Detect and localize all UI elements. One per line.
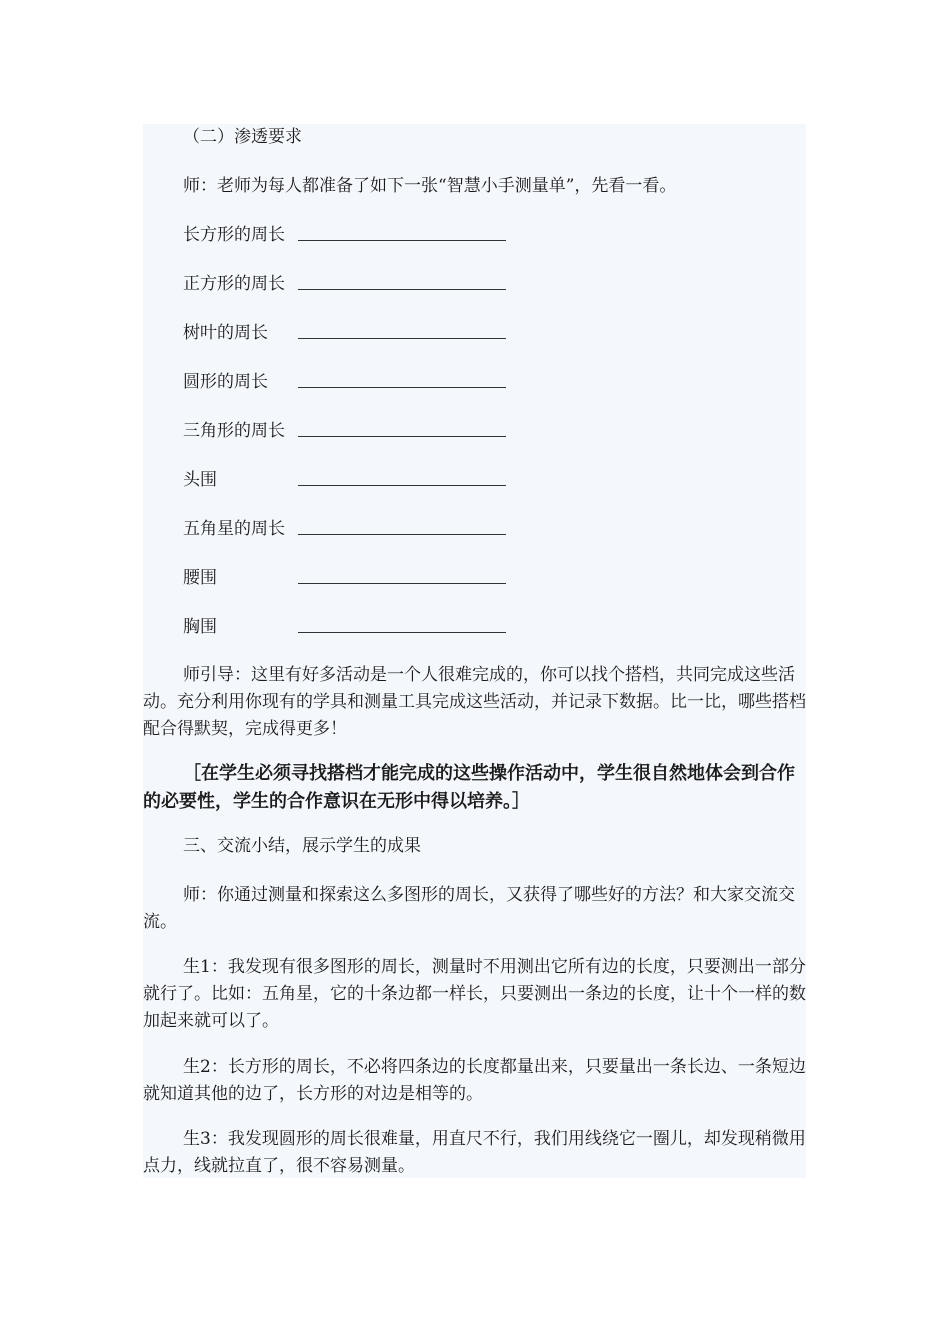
- measure-label: 胸围: [183, 617, 217, 637]
- measure-label: 树叶的周长: [183, 323, 268, 343]
- part3-title: 三、交流小结，展示学生的成果: [183, 836, 421, 856]
- answer-blank: [298, 485, 506, 486]
- document-content: [143, 124, 806, 1178]
- measure-label: 长方形的周长: [183, 225, 285, 245]
- answer-blank: [298, 338, 506, 339]
- answer-blank: [298, 632, 506, 633]
- student1-answer: 生1：我发现有很多图形的周长，测量时不用测出它所有边的长度，只要测出一部分就行了。比如：五角星，它的十条边都一样长，只要测出一条边的长度，让十个一样的数加起来就可以了。: [143, 957, 806, 1031]
- student2-answer: 生2：长方形的周长，不必将四条边的长度都量出来，只要量出一条长边、一条短边就知道其他的边了，长方形的对边是相等的。: [143, 1057, 806, 1104]
- answer-blank: [298, 534, 506, 535]
- student3-answer: 生3：我发现圆形的周长很难量，用直尺不行，我们用线绕它一圈儿，却发现稍微用点力，线就拉直了，很不容易测量。: [143, 1129, 806, 1176]
- teacher-question: 师：你通过测量和探索这么多图形的周长，又获得了哪些好的方法？和大家交流交流。: [143, 885, 795, 932]
- measure-label: 三角形的周长: [183, 421, 285, 441]
- teacher-intro: 师：老师为每人都准备了如下一张“智慧小手测量单”，先看一看。: [183, 176, 677, 196]
- measure-label: 正方形的周长: [183, 274, 285, 294]
- section-title: （二）渗透要求: [183, 127, 302, 147]
- commentary: ［在学生必须寻找搭档才能完成的这些操作活动中，学生很自然地体会到合作的必要性，学生的合作意识在无形中得以培养。］: [143, 763, 795, 812]
- answer-blank: [298, 583, 506, 584]
- answer-blank: [298, 387, 506, 388]
- teacher-guide: 师引导：这里有好多活动是一个人很难完成的，你可以找个搭档，共同完成这些活动。充分利用你现有的学具和测量工具完成这些活动，并记录下数据。比一比，哪些搭档配合得默契，完成得更多！: [143, 665, 806, 739]
- answer-blank: [298, 240, 506, 241]
- measure-label: 头围: [183, 470, 217, 490]
- answer-blank: [298, 436, 506, 437]
- answer-blank: [298, 289, 506, 290]
- measure-label: 腰围: [183, 568, 217, 588]
- measure-label: 圆形的周长: [183, 372, 268, 392]
- measure-label: 五角星的周长: [183, 519, 285, 539]
